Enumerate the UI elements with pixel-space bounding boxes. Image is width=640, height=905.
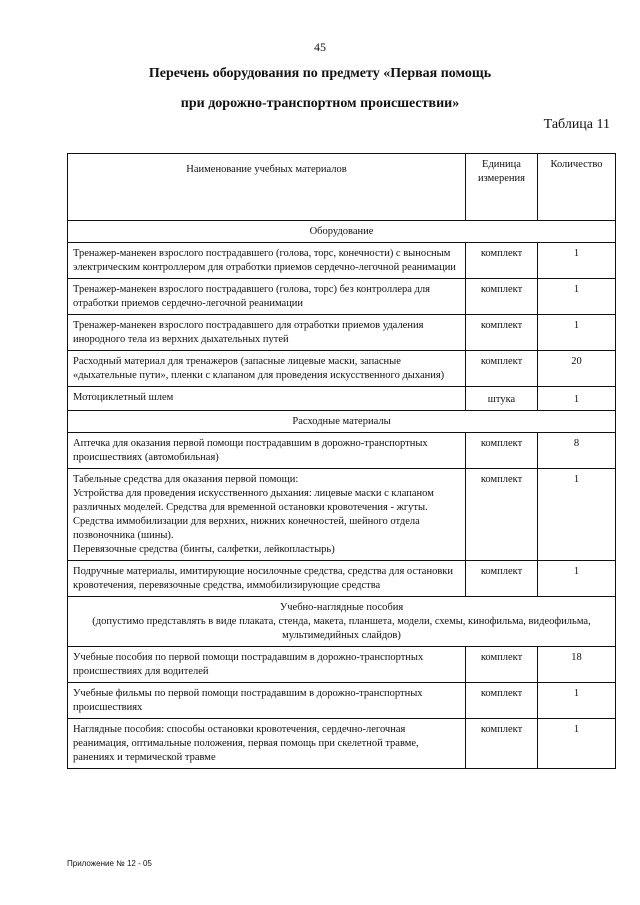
table-row xyxy=(68,387,616,411)
item-unit: комплект xyxy=(466,243,538,279)
section-title-block xyxy=(68,597,616,647)
section-row-equipment xyxy=(68,221,616,243)
item-line: Перевязочные средства (бинты, салфетки, лейкопластырь) xyxy=(73,544,335,555)
item-name: Наглядные пособия: способы остановки кровотечения, сердечно-легочная реанимация, оптимальные положения, первая помощь при скелетной травме, ранениях и термической травме xyxy=(68,719,466,769)
page-title-line-1: Перечень оборудования по предмету «Первая помощь xyxy=(148,66,492,81)
item-name: Тренажер-манекен взрослого пострадавшего (голова, торс) без контроллера для отработки приемов сердечно-легочной реанимации xyxy=(68,279,466,315)
table-row xyxy=(68,469,616,561)
item-quantity: 20 xyxy=(538,351,616,387)
section-row-consumables xyxy=(68,411,616,433)
item-unit: комплект xyxy=(466,683,538,719)
item-quantity: 1 xyxy=(538,683,616,719)
table-label: Таблица 11 xyxy=(543,117,610,132)
section-subtitle: (допустимо представлять в виде плаката, стенда, макета, планшета, модели, схемы, кинофильма, видеофильма, мультимедийных слайдов) xyxy=(92,616,591,641)
table-row xyxy=(68,243,616,279)
header-unit: Единица измерения xyxy=(466,154,538,221)
item-line: Табельные средства для оказания первой помощи: xyxy=(73,474,299,485)
item-quantity: 1 xyxy=(538,279,616,315)
item-name: Расходный материал для тренажеров (запасные лицевые маски, запасные «дыхательные пути», пленки с клапаном для проведения искусственного дыхания) xyxy=(68,351,466,387)
item-quantity: 18 xyxy=(538,647,616,683)
item-unit: комплект xyxy=(466,561,538,597)
table-row xyxy=(68,561,616,597)
item-quantity: 8 xyxy=(538,433,616,469)
page-number: 45 xyxy=(314,40,326,54)
page-title-line-2: при дорожно-транспортном происшествии» xyxy=(180,96,460,111)
table-row xyxy=(68,719,616,769)
item-unit: комплект xyxy=(466,351,538,387)
item-name: Аптечка для оказания первой помощи пострадавшим в дорожно-транспортных происшествиях (автомобильная) xyxy=(68,433,466,469)
item-name: Учебные пособия по первой помощи пострадавшим в дорожно-транспортных происшествиях для водителей xyxy=(68,647,466,683)
item-unit: штука xyxy=(466,387,538,411)
item-name: Тренажер-манекен взрослого пострадавшего для отработки приемов удаления инородного тела из верхних дыхательных путей xyxy=(68,315,466,351)
section-title: Учебно-наглядные пособия xyxy=(279,602,404,613)
table-header-row xyxy=(68,154,616,221)
table-row xyxy=(68,315,616,351)
item-unit: комплект xyxy=(466,433,538,469)
item-quantity: 1 xyxy=(538,469,616,561)
table-row xyxy=(68,433,616,469)
item-name: Мотоциклетный шлем xyxy=(68,387,466,411)
section-title: Расходные материалы xyxy=(68,411,616,433)
item-quantity: 1 xyxy=(538,719,616,769)
item-line: Средства иммобилизации для верхних, нижних конечностей, шейного отдела позвоночника (шины). xyxy=(73,516,420,541)
item-name: Подручные материалы, имитирующие носилочные средства, средства для остановки кровотечения, перевязочные средства, иммобилизирующие средства xyxy=(68,561,466,597)
item-unit: комплект xyxy=(466,647,538,683)
table-row xyxy=(68,351,616,387)
item-name xyxy=(68,469,466,561)
header-quantity: Количество xyxy=(538,154,616,221)
item-quantity: 1 xyxy=(538,243,616,279)
item-name: Учебные фильмы по первой помощи пострадавшим в дорожно-транспортных происшествиях xyxy=(68,683,466,719)
header-name: Наименование учебных материалов xyxy=(68,154,466,221)
item-unit: комплект xyxy=(466,719,538,769)
section-row-visual-aids xyxy=(68,597,616,647)
item-quantity: 1 xyxy=(538,315,616,351)
section-title: Оборудование xyxy=(68,221,616,243)
table-row xyxy=(68,683,616,719)
item-quantity: 1 xyxy=(538,387,616,411)
item-quantity: 1 xyxy=(538,561,616,597)
item-unit: комплект xyxy=(466,279,538,315)
item-unit: комплект xyxy=(466,315,538,351)
item-name: Тренажер-манекен взрослого пострадавшего (голова, торс, конечности) с выносным электрическим контроллером для отработки приемов сердечно-легочной реанимации xyxy=(68,243,466,279)
footer-note: Приложение № 12 - 05 xyxy=(67,859,152,868)
equipment-table xyxy=(67,153,616,769)
item-line: Устройства для проведения искусственного дыхания: лицевые маски с клапаном различных моделей. Средства для временной остановки кровотечения - жгуты. xyxy=(73,488,434,513)
table-row xyxy=(68,279,616,315)
item-unit: комплект xyxy=(466,469,538,561)
table-row xyxy=(68,647,616,683)
